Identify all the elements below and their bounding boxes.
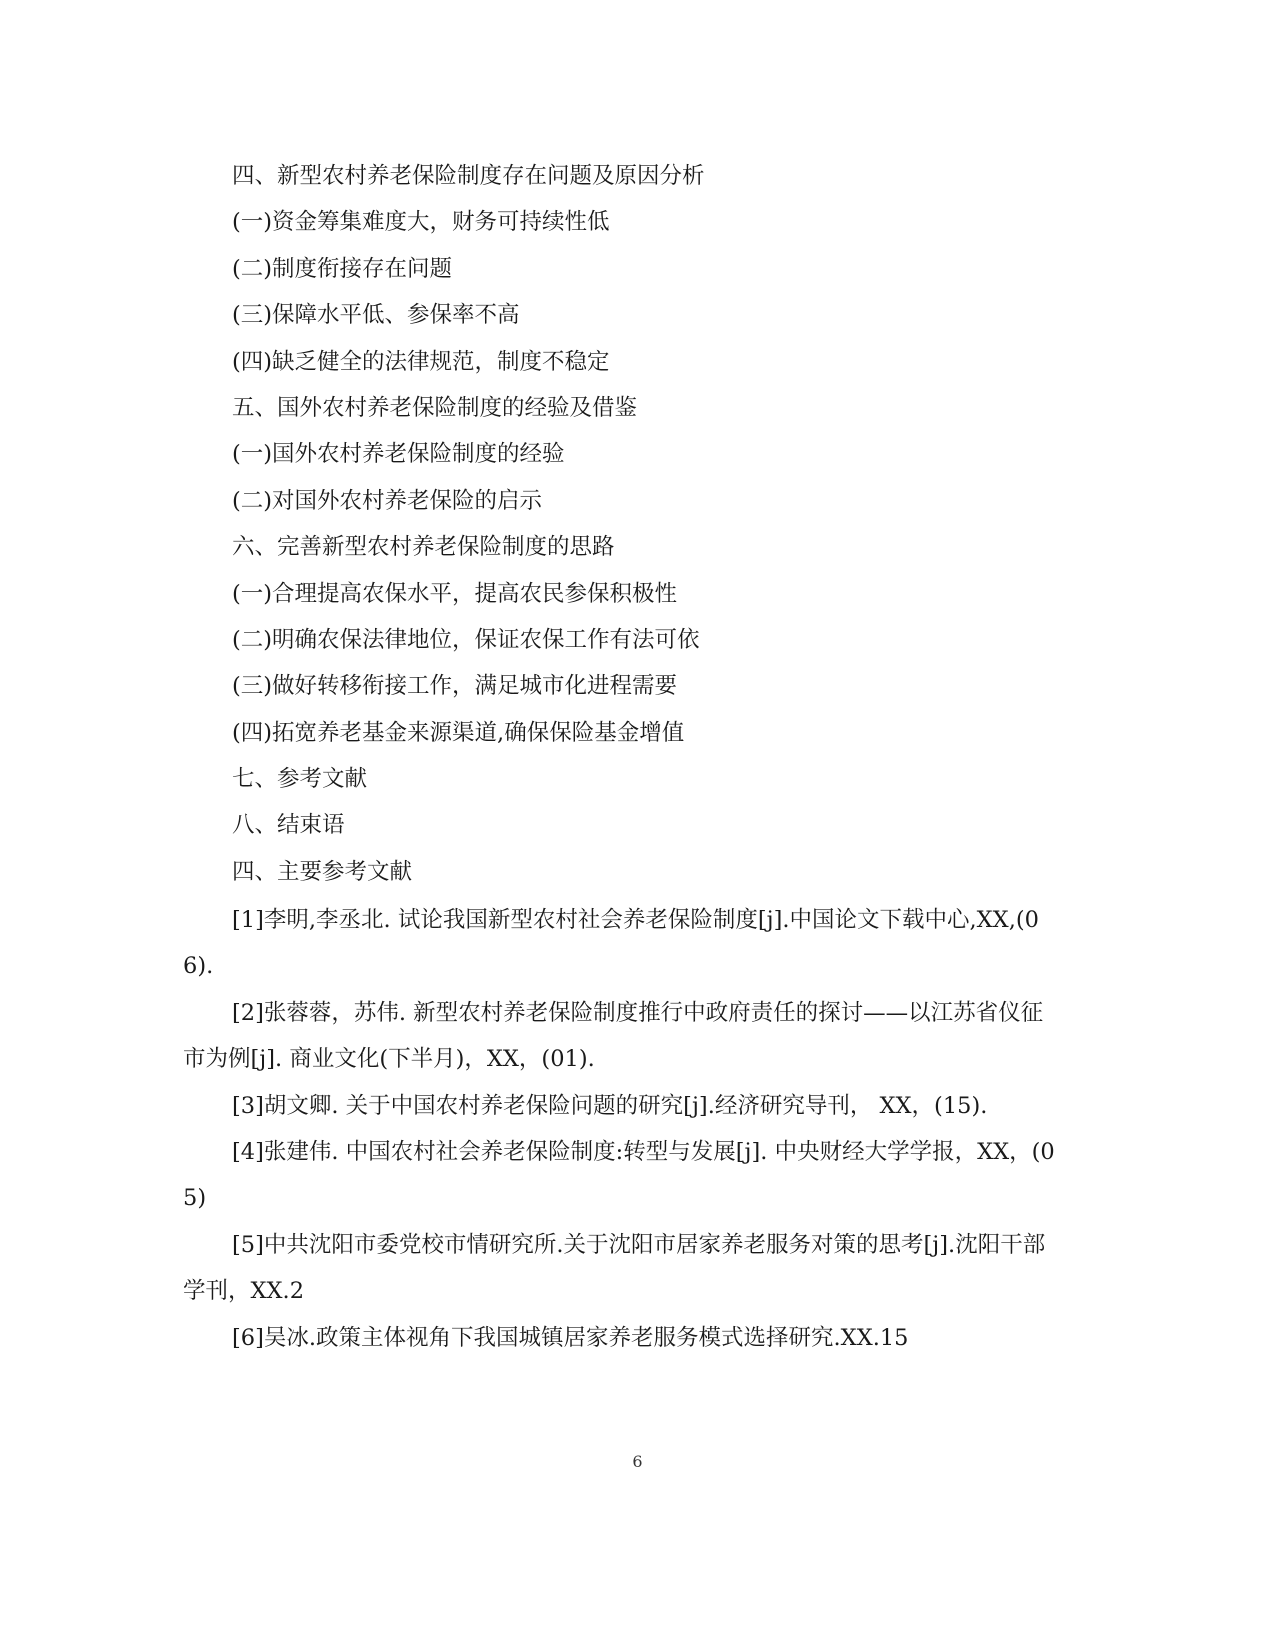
reference-entry: [4]张建伟. 中国农村社会养老保险制度:转型与发展[j]. 中央财经大学学报，XX，(05) <box>183 1139 1055 1212</box>
reference-entry: [1]李明,李丞北. 试论我国新型农村社会养老保险制度[j].中国论文下载中心,XX,(06). <box>183 907 1039 980</box>
outline-item: (二)明确农保法律地位，保证农保工作有法可依 <box>232 626 700 653</box>
outline-item: (一)资金筹集难度大，财务可持续性低 <box>232 209 610 236</box>
reference-entry: [6]吴冰.政策主体视角下我国城镇居家养老服务模式选择研究.XX.15 <box>232 1324 909 1351</box>
outline-heading: 七、参考文献 <box>232 766 368 793</box>
reference-entry: [5]中共沈阳市委党校市情研究所.关于沈阳市居家养老服务对策的思考[j].沈阳干部学刊，XX.2 <box>183 1231 1046 1305</box>
outline-heading: 五、国外农村养老保险制度的经验及借鉴 <box>232 394 638 421</box>
outline-item: (二)对国外农村养老保险的启示 <box>232 487 543 514</box>
outline-item: (三)保障水平低、参保率不高 <box>232 302 520 329</box>
outline-item: (三)做好转移衔接工作，满足城市化进程需要 <box>232 673 678 700</box>
outline-item: (一)国外农村养老保险制度的经验 <box>232 441 565 468</box>
reference-entry: [2]张蓉蓉，苏伟. 新型农村养老保险制度推行中政府责任的探讨——以江苏省仪征市为例[j]. 商业文化(下半月)，XX，(01). <box>183 999 1044 1073</box>
outline-heading: 四、主要参考文献 <box>232 858 413 885</box>
reference-entry: [3]胡文卿. 关于中国农村养老保险问题的研究[j].经济研究导刊， XX，(15). <box>232 1092 988 1119</box>
outline-heading: 八、结束语 <box>232 812 345 839</box>
outline-item: (四)拓宽养老基金来源渠道,确保保险基金增值 <box>232 719 685 746</box>
outline-heading: 四、新型农村养老保险制度存在问题及原因分析 <box>232 163 705 189</box>
reference-list <box>183 897 1063 1361</box>
outline-heading: 六、完善新型农村养老保险制度的思路 <box>232 534 615 561</box>
outline-item: (一)合理提高农保水平，提高农民参保积极性 <box>232 580 678 607</box>
outline-item: (二)制度衔接存在问题 <box>232 255 453 282</box>
page-number: 6 <box>632 1452 643 1471</box>
outline-list <box>232 157 1092 899</box>
outline-item: (四)缺乏健全的法律规范，制度不稳定 <box>232 348 610 375</box>
